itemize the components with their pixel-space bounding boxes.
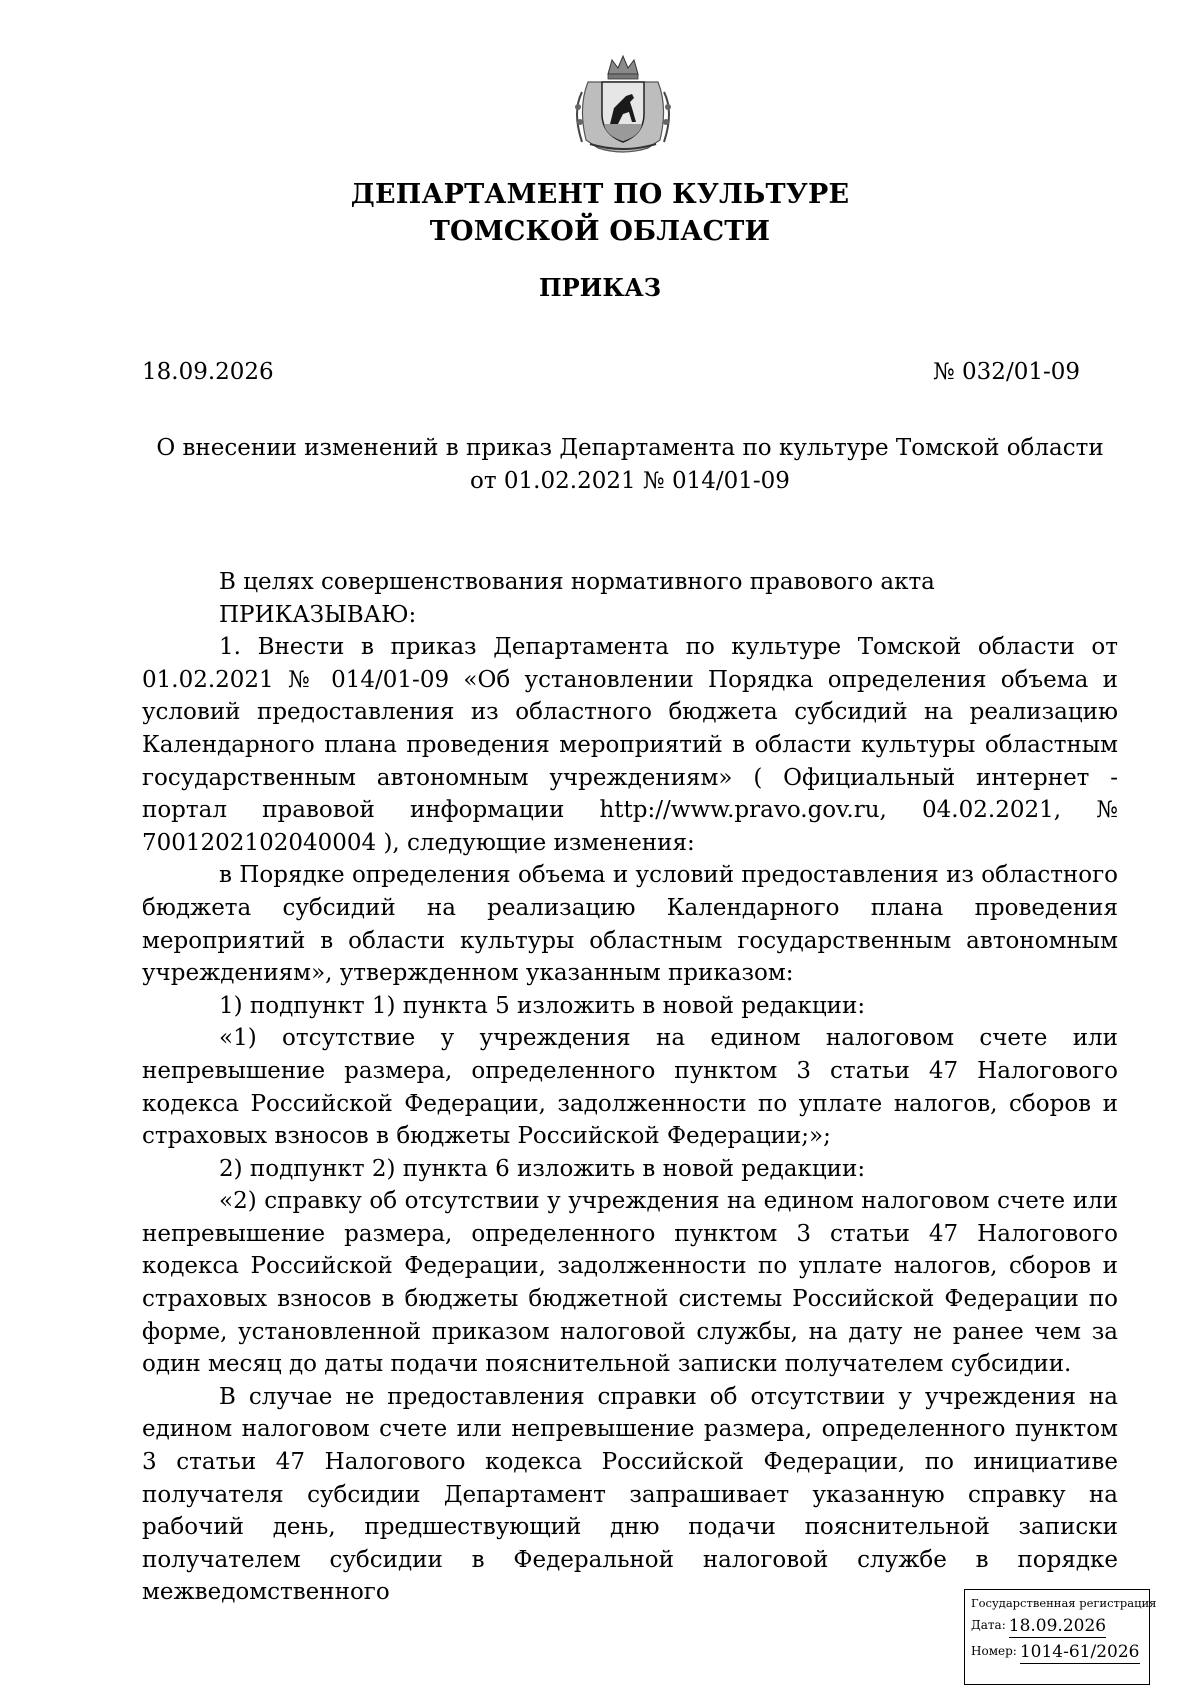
- body-order-word: ПРИКАЗЫВАЮ:: [219, 601, 417, 628]
- stamp-title: Государственная регистрация: [971, 1596, 1157, 1610]
- order-number: № 032/01-09: [932, 359, 1080, 385]
- stamp-number-label: Номер:: [971, 1644, 1017, 1658]
- body-paragraph: В случае не предоставления справки об отсутствии у учреждения на едином налоговом счете или непревышение размера, определенного пунктом 3 статьи 47 Налогового кодекса Российской Федерации, по инициативе получателя субсидии Департамент запрашивает указанную справку на рабочий день, предшествующий дню подачи пояснительной записки получателем субсидии в Федеральной налоговой службе в порядке межведомственного: [142, 1383, 1118, 1606]
- body-paragraph: 1. Внести в приказ Департамента по культуре Томской области от 01.02.2021 № 014/01-09 «Об установлении Порядка определения объема и условий предоставления из областного бюджета субсидий на реализацию Календарного плана проведения мероприятий в области культуры областным государственным автономным учреждениям» ( Официальный интернет - портал правовой информации http://www.pravo.gov.ru, 04.02.2021, № 7001202102040004 ), следующие изменения:: [142, 634, 1118, 856]
- order-subject: О внесении изменений в приказ Департамента по культуре Томской области от 01.02.2021 № 014/01-09: [156, 435, 1104, 494]
- body-paragraph: в Порядке определения объема и условий предоставления из областного бюджета субсидий на реализацию Календарного плана проведения мероприятий в области культуры областным государственным автономным учреждениям», утвержденном указанным приказом:: [142, 862, 1118, 987]
- stamp-date-row: [971, 1612, 1143, 1638]
- order-date: 18.09.2026: [142, 359, 274, 385]
- department-title-line-1: ДЕПАРТАМЕНТ ПО КУЛЬТУРЕ: [350, 179, 850, 210]
- stamp-number-row: [971, 1638, 1143, 1664]
- coat-of-arms-icon: [568, 52, 678, 156]
- stamp-date-label: Дата:: [971, 1618, 1006, 1632]
- body-paragraph: 1) подпункт 1) пункта 5 изложить в новой редакции:: [219, 992, 866, 1019]
- body-paragraph: В целях совершенствования нормативного правового акта: [219, 569, 935, 595]
- stamp-number-value: 1014-61/2026: [1019, 1642, 1140, 1662]
- body-paragraph: «1) отсутствие у учреждения на едином налоговом счете или непревышение размера, определенного пунктом 3 статьи 47 Налогового кодекса Российской Федерации, задолженности по уплате налогов, сборов и страховых взносов в бюджеты Российской Федерации;»;: [142, 1025, 1118, 1150]
- stamp-date-value: 18.09.2026: [1008, 1616, 1107, 1636]
- registration-stamp: [964, 1589, 1157, 1685]
- body-paragraph: «2) справку об отсутствии у учреждения на едином налоговом счете или непревышение размера, определенного пунктом 3 статьи 47 Налогового кодекса Российской Федерации, задолженности по уплате налогов, сборов и страховых взносов в бюджеты бюджетной системы Российской Федерации по форме, установленной приказом налоговой службы, на дату не ранее чем за один месяц до даты подачи пояснительной записки получателем субсидии.: [142, 1188, 1118, 1378]
- department-title-line-2: ТОМСКОЙ ОБЛАСТИ: [429, 216, 771, 247]
- order-body: [142, 566, 1118, 1609]
- document-type-title: ПРИКАЗ: [538, 273, 662, 302]
- body-paragraph: 2) подпункт 2) пункта 6 изложить в новой редакции:: [219, 1155, 866, 1182]
